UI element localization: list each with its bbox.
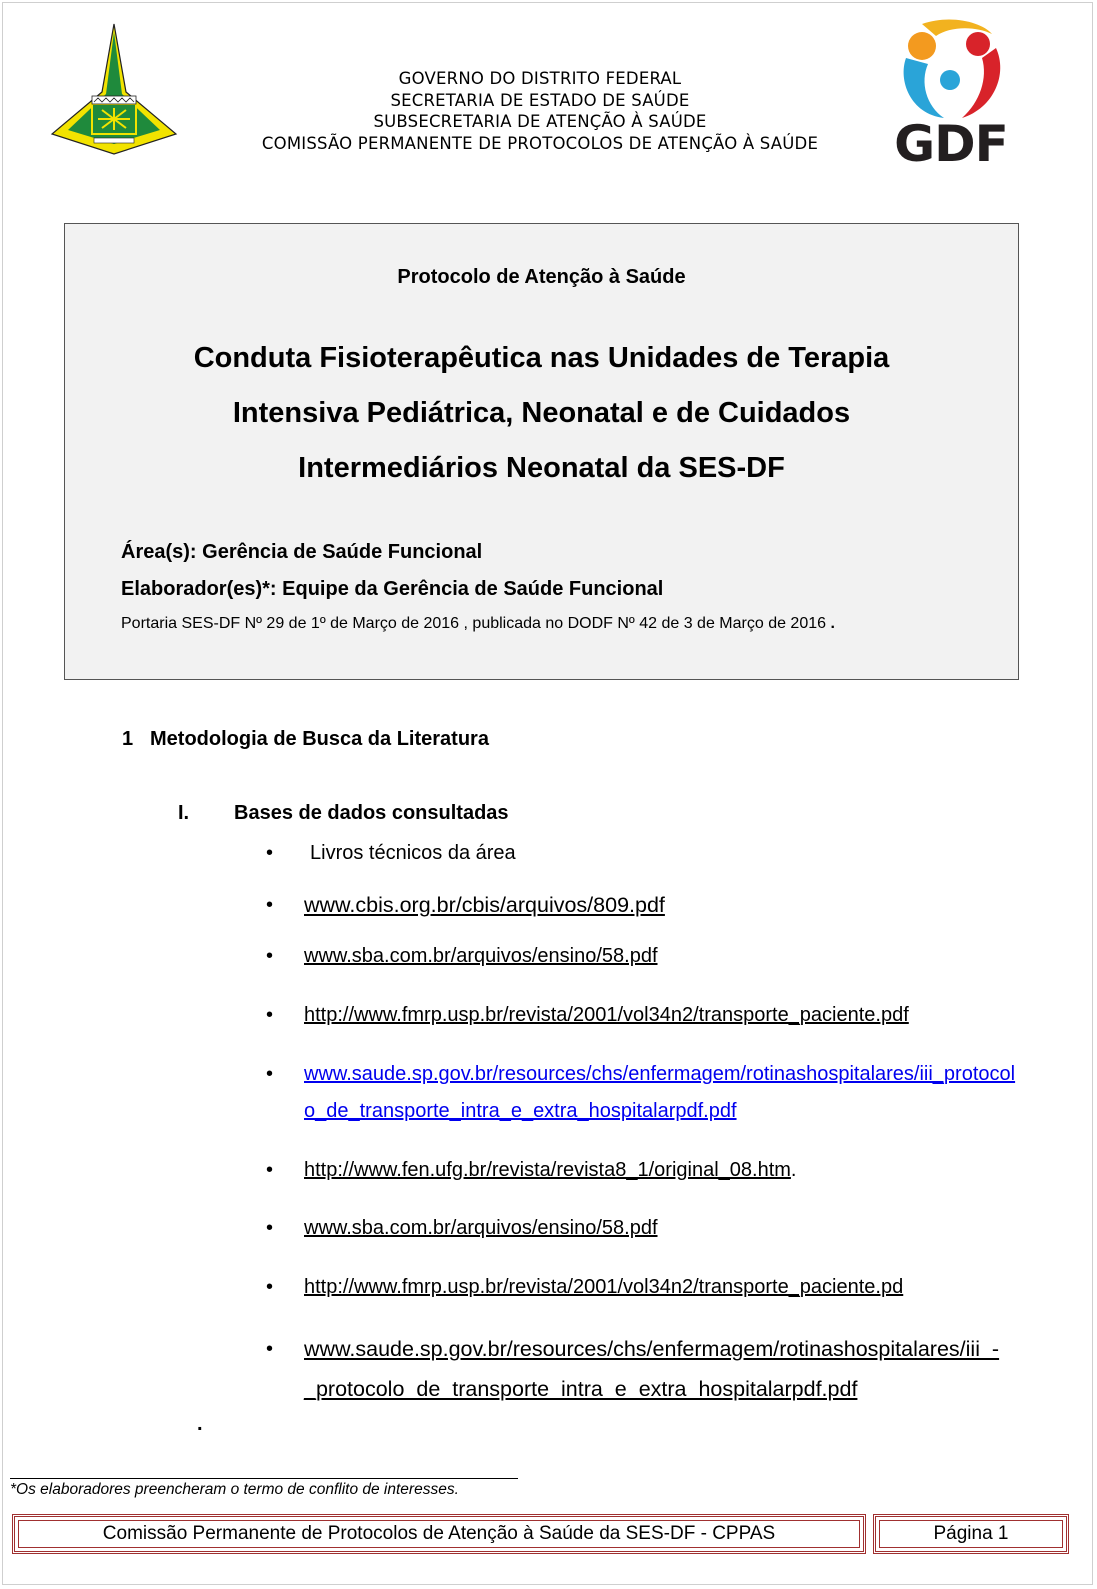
bullet-icon: • — [266, 945, 274, 967]
subsection-heading — [178, 802, 509, 825]
protocol-label: Protocolo de Atenção à Saúde — [397, 266, 686, 288]
bullet-icon: • — [266, 1159, 274, 1181]
stray-dot: . — [197, 1413, 203, 1435]
section-number: 1 — [122, 728, 134, 750]
bullet-icon: • — [266, 1063, 274, 1085]
list-item-link[interactable]: www.saude.sp.gov.br/resources/chs/enfermagem/rotinashospitalares/iii_-_protocolo_de_transporte_intra_e_extra_hospitalarpdf.pdf — [304, 1337, 1000, 1401]
footer-page-number: Página 1 — [873, 1514, 1069, 1554]
document-title — [105, 331, 978, 496]
list-item-link[interactable]: www.sba.com.br/arquivos/ensino/58.pdf — [304, 1217, 658, 1239]
header-line-3: SUBSECRETARIA DE ATENÇÃO À SAÚDE — [373, 112, 707, 131]
title-line-1: Conduta Fisioterapêutica nas Unidades de Terapia — [193, 342, 890, 374]
list-item-text: Livros técnicos da área — [310, 842, 516, 864]
title-line-2: Intensiva Pediátrica, Neonatal e de Cuidados — [232, 397, 851, 429]
footnote: *Os elaboradores preencheram o termo de conflito de interesses. — [10, 1481, 459, 1498]
bullet-icon: • — [266, 1276, 274, 1298]
portaria-text: Portaria SES-DF Nº 29 de 1º de Março de 2016 , publicada no DODF Nº 42 de 3 de Março de 2016 — [121, 615, 827, 632]
bullet-icon: • — [266, 1004, 274, 1026]
header-line-1: GOVERNO DO DISTRITO FEDERAL — [398, 69, 682, 88]
footnote-rule — [10, 1478, 518, 1479]
title-box — [64, 223, 1019, 680]
section-title: Metodologia de Busca da Literatura — [150, 728, 489, 750]
distrito-federal-emblem-icon — [48, 22, 180, 160]
bullet-icon: • — [266, 894, 274, 916]
bullet-icon: • — [266, 1338, 274, 1360]
list-item-text — [304, 1152, 796, 1189]
list-item-link[interactable]: www.saude.sp.gov.br/resources/chs/enfermagem/rotinashospitalares/iii_protocolo_de_transporte_intra_e_extra_hospitalarpdf.pdf — [304, 1063, 1016, 1122]
header-text — [190, 68, 890, 154]
list-item-link[interactable]: http://www.fmrp.usp.br/revista/2001/vol34n2/transporte_paciente.pdf — [304, 1004, 909, 1026]
list-item-suffix: . — [790, 1159, 797, 1181]
list-item-link[interactable]: http://www.fen.ufg.br/revista/revista8_1/original_08.htm — [304, 1159, 791, 1181]
elaborador-line: Elaborador(es)*: Equipe da Gerência de Saúde Funcional — [121, 578, 664, 600]
gdf-logo — [892, 18, 1010, 174]
footer-commission: Comissão Permanente de Protocolos de Atenção à Saúde da SES-DF - CPPAS — [12, 1514, 866, 1554]
list-item-link[interactable]: http://www.fmrp.usp.br/revista/2001/vol34n2/transporte_paciente.pd — [304, 1276, 904, 1298]
subsection-title: Bases de dados consultadas — [234, 802, 509, 824]
list-item-link[interactable]: www.cbis.org.br/cbis/arquivos/809.pdf — [304, 893, 665, 917]
bullet-icon: • — [266, 842, 274, 864]
header-line-2: SECRETARIA DE ESTADO DE SAÚDE — [390, 90, 690, 110]
portaria-end: . — [826, 615, 835, 632]
header-line-4: COMISSÃO PERMANENTE DE PROTOCOLOS DE ATENÇÃO À SAÚDE — [261, 133, 819, 153]
gdf-logo-text: GDF — [894, 115, 1008, 173]
subsection-number: I. — [178, 802, 190, 824]
title-line-3: Intermediários Neonatal da SES-DF — [298, 452, 785, 484]
section-heading — [122, 728, 489, 751]
gdf-figures-icon — [892, 18, 1010, 122]
portaria-line — [121, 615, 835, 633]
area-line: Área(s): Gerência de Saúde Funcional — [121, 541, 483, 563]
list-item-link[interactable]: www.sba.com.br/arquivos/ensino/58.pdf — [304, 945, 658, 967]
bullet-icon: • — [266, 1217, 274, 1239]
